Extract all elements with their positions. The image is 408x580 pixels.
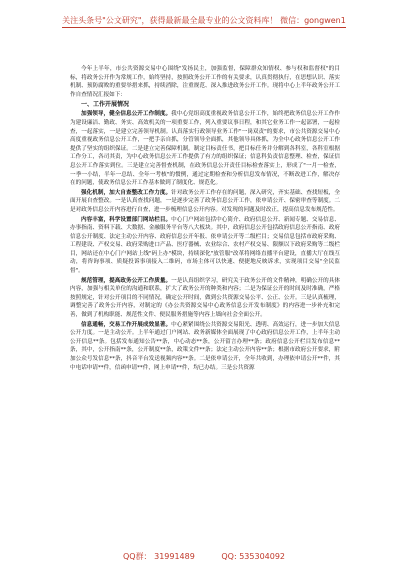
paragraph-mechanism — [70, 189, 340, 215]
paragraph-text: 针对政务公开工作存在的问题，深入研究，齐实基础、查找短板，全面开展自查整改。一是认真查找问题，一是逐步完善了政务信息公开工作，依申请公开、保密审查等制度。二是对政务信息公开内容进行自查，进一步梳理信息公开内容。对发现的问题及时改正，提高信息发布规范性。 — [70, 189, 340, 213]
section-heading: 一、工作开展情况 — [81, 101, 130, 109]
document-body — [70, 65, 340, 373]
lead-text: 加强领导，健全信息公开工作制度。 — [81, 111, 172, 118]
qq-group-label: QQ群： 31991489 — [122, 552, 195, 561]
paragraph-text: 一是认真组织学习，研究关于政务公开的文件精神，明确公开的具体内容，加强与相关单位的沟通和联系，扩大了政务公开的种类和内容；二是为保证公开的时间及时准确，严格按照规定，针对公开项目的不同情况，确定公开时间，做到公共资源交易公平、公正、公开。三是认真梳理，调整完善了政务公开内容，对制定的《办公共资源交易中心政务信息公开发布制度》的内容进一步补充和完善，做到了机构职能、规范性文件、便民服务措施等内容上墙向社会全面公开。 — [70, 277, 340, 319]
lead-text: 强化机制，加大自查整改工作力度。 — [81, 189, 172, 196]
paragraph-information — [70, 321, 340, 373]
paragraph-text: 中心门户网站包括中心简介、政府信息公开、新闻专题、交易信息、办事指南、资料下载、大数据、金融服务平台等八大板块。其中，政府信息公开包括政府信息公开指南、政府信息公开制度、法定主动公开内容、政府信息公开年报、依申请公开等二级栏目；交易信息包括市政府采购、工程建设、产权交易、政府采购进口产品、医疗器械、农业综合、农村产权交易、限额以下政府采购等二级栏目，网站还在中心门户网站上线"码上办"模块，持续深化"放管服"改革将网络直播平台建设，直播大厅在线互动，将咨询事项、质疑投诉事项接入二维码，市场主体可以快速、便捷地反映诉求，实现项目交易"全民监督"。 — [70, 216, 340, 275]
header-divider — [62, 27, 346, 28]
paragraph-text: 中心紧紧围绕公共资源交易阳光、透明、高效运行，进一步加大信息公开力度。一是主动公开。上半年通过门户网站、政务新媒体全面展现了中心政府信息公开工作，上半年主动公开信息**条。包括发布通知公告**条，中心动态**条，公开留言办理**条；政府信息公开栏目发布信息**条，其中，公开指南**条，公开制度**条，政策文件**条；法定主动公开内容**条；根据市政府公开要求，附加公众号发信息**条，抖音平台发送视频内容**条。二是依申请公开，全年共收到，办理依申请公开**件，其中电话申请**件，信函申请**件，网上申请**件，均已办结。三是公共资源 — [70, 321, 340, 371]
qq-contact-label: QQ: 535304092 — [221, 552, 286, 561]
paragraph-text: 我中心党组高度重视政务信息公开工作，始终把政务信息公开工作作为建设廉洁、勤政、务实、高效机关的一项重要工作，列入重要议事日程，和其它业务工作一起部署，一起检查，一起落实，一是建立完善领导机制。认真落实行政领导业务工作"一岗双责"的要求，市公共资源交易中心高度重视政务信息公开工作，一把手亲自抓，分管领导全面抓，其他领导具体抓，为全中心政务信息公开工作提供了坚实的组织保证。二是建立完善保障机制。制定目标责任书，把目标任务并分解到各科室，各科室根据工作分工，各司其责，为中心政务信息公开工作提供了有力的组织保证；信息科负责信息整理、检查，保证信息公开工作落实到位。三是建立完善督查机制，在政务信息公开责任目标检查落实上，形成了"一月一检查，一季一小结，半年一总结、全年一考核"的惯例，通过定期检查和分析信息发布情况，不断改进工作，解决存在的问题，使政务信息公开工作基本做到了制度化、规范化。 — [70, 111, 340, 187]
page-footer — [0, 551, 408, 562]
paragraph-website — [70, 216, 340, 276]
paragraph-leadership — [70, 110, 340, 187]
lead-text: 信息通畅，交易工作开展成效显著。 — [81, 321, 172, 328]
lead-text: 内容丰富，科学设置部门网站栏目。 — [81, 216, 172, 223]
intro-paragraph: 今年上半年，市公共资源交易中心围绕"发扬民主，加强监督，保障群众知情权、参与权和监督权"的目标，将政务公开作为常规工作，始终坚持，按照政务公开工作的有关要求，认真贯彻执行，在思想认识、落实机制、预防腐败的重要举措来抓，持续消除，注重规范、深入推进政务公开工作。现将中心上半年政务公开工作自查情况汇报如下： — [70, 66, 340, 98]
paragraph-management — [70, 277, 340, 320]
page-header: 关注头条号"公文研究"，获得最新最全最专业的公文资料库！ 微信：gongwen1 — [62, 16, 346, 25]
lead-text: 规范管理，提高政务公开工作质量。 — [81, 277, 172, 284]
